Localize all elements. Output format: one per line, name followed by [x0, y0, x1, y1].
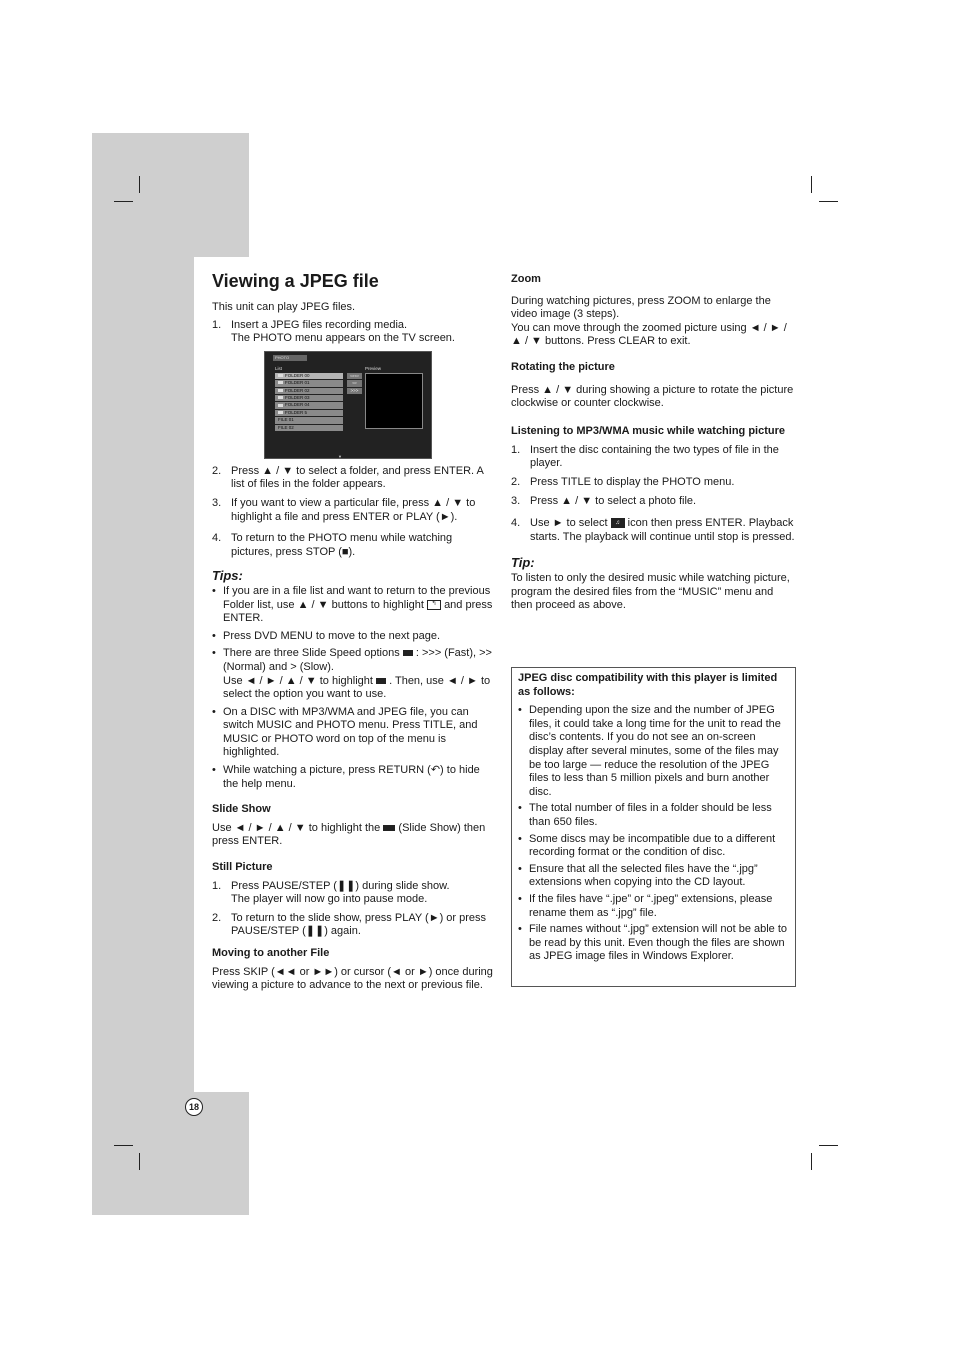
- list-item: FOLDER 03: [275, 395, 343, 401]
- zoom-text: During watching pictures, press ZOOM to enlarge the video image (3 steps).: [511, 294, 771, 321]
- step-number: 4.: [511, 517, 521, 530]
- step-number: 1.: [212, 318, 222, 331]
- step-text: Press PAUSE/STEP (❚❚) during slide show.: [231, 879, 450, 892]
- step-text: The player will now go into pause mode.: [231, 893, 428, 906]
- file-list: [275, 373, 343, 432]
- step-number: 2.: [212, 464, 222, 477]
- rotating-text: Press ▲ / ▼ during showing a picture to rotate the picture clockwise or counter clockwise.: [511, 383, 794, 410]
- tip-text: If you are in a file list and want to return to the previous Folder list, use ▲ / ▼ buttons to highlight: [223, 584, 491, 611]
- step-text: To return to the PHOTO menu while watching pictures, press STOP (■).: [231, 532, 453, 558]
- listening-heading: Listening to MP3/WMA music while watching picture: [511, 424, 786, 437]
- slide-show-icon: [383, 825, 395, 831]
- tip-text: There are three Slide Speed options: [223, 647, 400, 660]
- crop-mark: [819, 1145, 838, 1146]
- step-text: Press TITLE to display the PHOTO menu.: [530, 475, 735, 488]
- tip-heading: Tip:: [511, 555, 535, 571]
- step-text: Insert the disc containing the two types of file in the player.: [530, 443, 779, 470]
- step-number: 2.: [212, 911, 222, 924]
- tip-item: [212, 647, 496, 701]
- step-item: [212, 465, 496, 492]
- step-number: 4.: [212, 532, 222, 545]
- tip-text: To listen to only the desired music while watching picture, program the desired files from the “MUSIC” menu and then proceed as above.: [511, 571, 790, 612]
- list-item: FOLDER 01: [275, 380, 343, 386]
- step-text: icon then press ENTER. Playback starts. The playback will continue until stop is pressed.: [530, 517, 795, 543]
- slide-show-text: [212, 822, 496, 849]
- crop-mark: [139, 1153, 140, 1170]
- compat-title: JPEG disc compatibility with this player is limited as follows:: [518, 672, 778, 698]
- rotating-heading: Rotating the picture: [511, 360, 615, 373]
- moving-text: Press SKIP (◄◄ or ►►) or cursor (◄ or ►) once during viewing a picture to advance to the next or previous file.: [212, 965, 493, 992]
- page-number: 18: [185, 1098, 203, 1116]
- left-column: [212, 270, 496, 997]
- tips-heading: Tips:: [212, 568, 243, 584]
- list-item: • Some discs may be incompatible due to a different recording format or the condition of disc.: [518, 833, 789, 860]
- step-text: If you want to view a particular file, press ▲ / ▼ to highlight a file and press ENTER or PLAY (►).: [231, 496, 476, 523]
- step-number: 2.: [511, 475, 521, 488]
- step-text: The PHOTO menu appears on the TV screen.: [231, 332, 455, 345]
- jpeg-compatibility-box: [511, 667, 796, 987]
- tip-text: and press ENTER.: [223, 598, 493, 625]
- list-item: FILE 01: [275, 417, 343, 423]
- step-number: 3.: [212, 496, 222, 509]
- step-item: [511, 444, 795, 471]
- list-header: List: [275, 365, 283, 371]
- side-panel-top: [92, 133, 249, 257]
- zoom-heading: Zoom: [511, 273, 541, 285]
- step-item: [212, 912, 496, 939]
- list-item: • Ensure that all the selected files have the “.jpg” extensions when copying into the CD layout.: [518, 863, 789, 890]
- tip-text: : >>> (Fast), >> (Normal) and > (Slow).: [223, 647, 492, 673]
- preview-window: [365, 373, 423, 429]
- step-item: [212, 880, 496, 907]
- side-panel-bottom: [92, 1092, 249, 1215]
- step-item: [212, 319, 496, 346]
- still-picture-heading: Still Picture: [212, 861, 273, 874]
- crop-mark: [811, 176, 812, 193]
- tip-text: Use ◄ / ► / ▲ / ▼ to highlight: [223, 674, 373, 687]
- crop-mark: [819, 201, 838, 202]
- tip-item: [212, 585, 496, 626]
- list-item: FILE 02: [275, 425, 343, 431]
- list-item: • The total number of files in a folder should be less than 650 files.: [518, 802, 789, 829]
- slide-show-heading: Slide Show: [212, 803, 271, 816]
- step-item: [212, 497, 496, 524]
- tip-item: • While watching a picture, press RETURN (↶) to hide the help menu.: [212, 764, 496, 791]
- page-title: Viewing a JPEG file: [212, 271, 379, 291]
- step-item: [511, 517, 795, 544]
- crop-mark: [139, 176, 140, 193]
- slide-show-text-b: (Slide Show) then press ENTER.: [212, 821, 486, 848]
- step-number: 1.: [212, 879, 222, 892]
- slide-show-text-a: Use ◄ / ► / ▲ / ▼ to highlight the: [212, 821, 381, 834]
- speed-button: >>>: [347, 388, 362, 394]
- preview-header: Preview: [365, 365, 382, 371]
- step-item: [511, 495, 795, 509]
- crop-mark: [114, 201, 133, 202]
- list-item: • If the files have “.jpe” or “.jpeg” extensions, please rename them as “.jpg” file.: [518, 893, 789, 920]
- slide-speed-icon: [403, 650, 413, 656]
- list-item: FOLDER 5: [275, 410, 343, 416]
- step-text: Use ► to select: [530, 517, 608, 530]
- step-text: Press ▲ / ▼ to select a photo file.: [530, 494, 697, 507]
- crop-mark: [114, 1145, 133, 1146]
- slide-speed-icon: [376, 678, 386, 684]
- moving-heading: Moving to another File: [212, 947, 330, 959]
- list-item: • File names without “.jpg” extension will not be able to be read by this unit. Even though the files are shown as JPEG image files in Windows Explorer.: [518, 923, 789, 964]
- menu-button: ▭▭: [347, 373, 362, 379]
- photo-tab: PHOTO: [273, 355, 307, 361]
- zoom-text: You can move through the zoomed picture using ◄ / ► / ▲ / ▼ buttons. Press CLEAR to exit.: [511, 321, 787, 348]
- list-item: FOLDER 00: [275, 373, 343, 379]
- menu-button: ▭: [347, 380, 362, 386]
- folder-back-icon: ↰: [427, 600, 441, 610]
- tip-item: • Press DVD MENU to move to the next page.: [212, 630, 496, 644]
- tip-item: • On a DISC with MP3/WMA and JPEG file, you can switch MUSIC and PHOTO menu. Press TITLE, and MUSIC or PHOTO word on top of the menu is highlighted.: [212, 706, 496, 760]
- music-photo-icon: ♫: [611, 518, 625, 528]
- intro-text: This unit can play JPEG files.: [212, 301, 356, 313]
- side-panel-left: [92, 257, 194, 1092]
- list-item: FOLDER 04: [275, 402, 343, 408]
- step-text: To return to the slide show, press PLAY (►) or press PAUSE/STEP (❚❚) again.: [231, 911, 487, 938]
- step-item: [212, 532, 496, 559]
- step-number: 3.: [511, 494, 521, 507]
- list-item: FOLDER 02: [275, 388, 343, 394]
- menu-buttons: [347, 373, 362, 395]
- scroll-down-icon: ▼: [338, 453, 342, 459]
- crop-mark: [811, 1153, 812, 1170]
- list-item: • Depending upon the size and the number of JPEG files, it could take a long time for the unit to read the disc’s contents. If you do not see an on-screen display after several minutes, some of the files may be too large — reduce the resolution of the JPEG files to less than 5 million pixels and burn another disc.: [518, 704, 789, 799]
- step-text: Press ▲ / ▼ to select a folder, and press ENTER. A list of files in the folder appears.: [231, 464, 484, 491]
- step-number: 1.: [511, 443, 521, 456]
- right-column: [511, 270, 795, 617]
- photo-menu-screenshot: [264, 351, 432, 459]
- step-item: [511, 476, 795, 490]
- tip-text: . Then, use ◄ / ► to select the option you want to use.: [223, 674, 491, 701]
- step-text: Insert a JPEG files recording media.: [231, 318, 408, 331]
